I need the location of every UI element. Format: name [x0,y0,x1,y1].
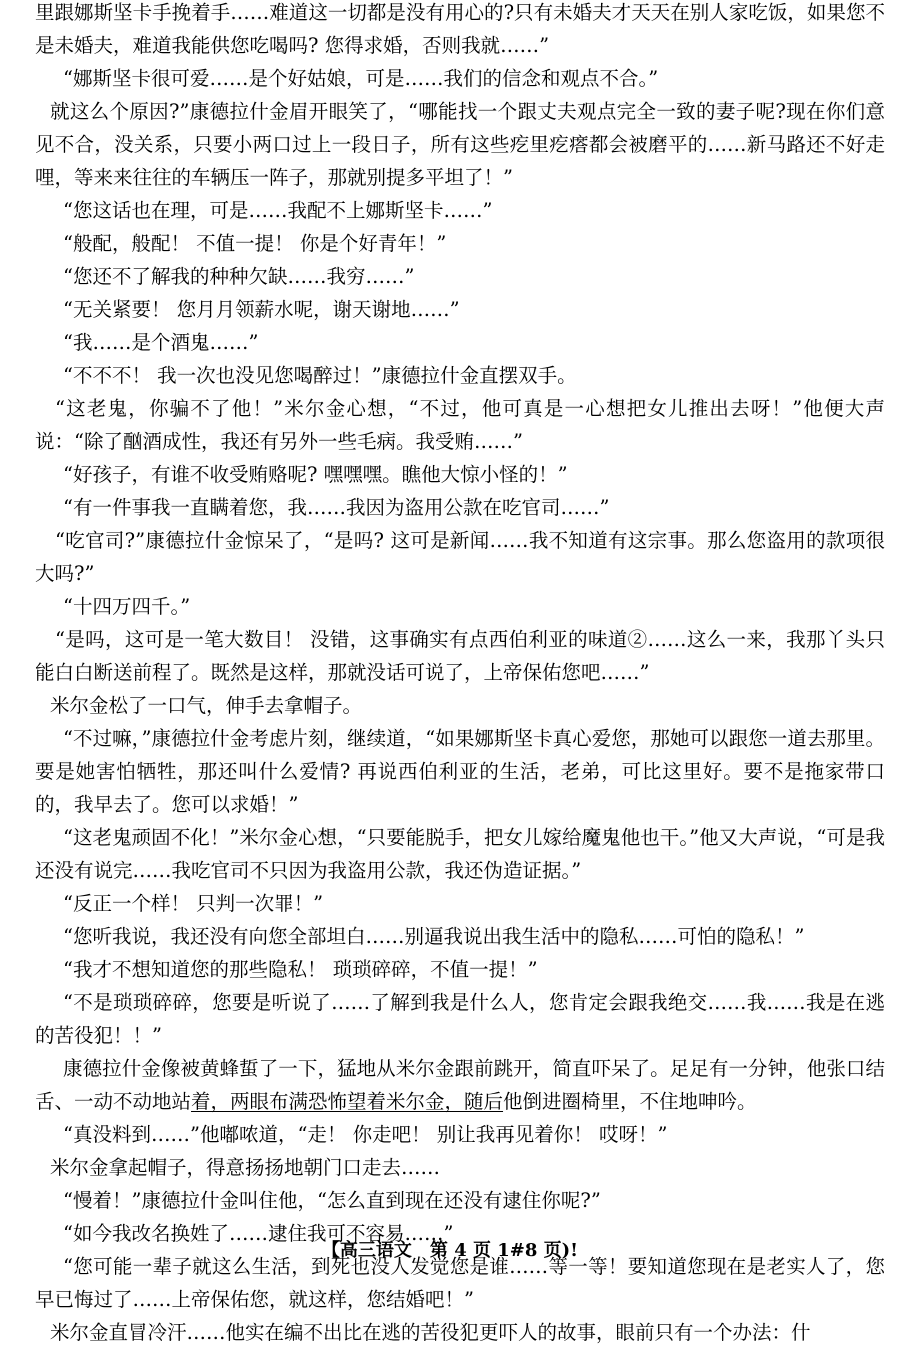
paragraph-7: “无关紧要！ 您月月领薪水呢，谢天谢地……” [63,298,460,321]
paragraph-18: “这老鬼顽固不化！”米尔金心想，“只要能脱手，把女儿嫁给魔鬼他也干。”他又大声说，“可是我还没有说完……我吃官司不只因为我盗用公款，我还伪造证据。” [35,826,885,882]
paragraph-14: “十四万四千。” [63,595,191,618]
paragraph-25: 米尔金拿起帽子，得意扬扬地朝门口走去…… [50,1156,441,1179]
paragraph-11: “好孩子，有谁不收受贿赂呢? 嘿嘿嘿。瞧他大惊小怪的！” [63,463,568,486]
paragraph-26: “慢着！”康德拉什金叫住他，“怎么直到现在还没有逮住你呢?” [63,1189,601,1212]
paragraph-8: “我……是个酒鬼……” [63,331,259,354]
paragraph-29: 米尔金直冒冷汗……他实在编不出比在逃的苦役犯更吓人的故事，眼前只有一个办法：什 [50,1321,811,1344]
paragraph-27: “如今我改名换姓了……逮住我可不容易……” [63,1222,454,1245]
paragraph-9: “不不不！ 我一次也没见您喝醉过！”康德拉什金直摆双手。 [63,364,577,387]
paragraph-28: “您可能一辈子就这么生活，到死也没人发觉您是谁……等一等！要知道您现在是老实人了，您早已悔过了……上帝保佑您，就这样，您结婚吧！” [35,1255,885,1311]
paragraph-23-start: 康德拉什金像被黄蜂蜇了一下，猛地从米尔金跟前跳开，简直吓呆了。足足有一分钟，他张口结舌、一动不动地站 [35,1057,885,1113]
paragraph-23-end: 他倒进圈椅里，不住地呻吟。 [503,1090,757,1113]
paragraph-4: “您这话也在理，可是……我配不上娜斯坚卡……” [63,199,493,222]
paragraph-16: 米尔金松了一口气，伸手去拿帽子。 [50,694,363,717]
paragraph-22: “不是琐琐碎碎，您要是听说了……了解到我是什么人，您肯定会跟我绝交……我……我是在逃的苦役犯！！” [35,991,885,1047]
paragraph-13: “吃官司?”康德拉什金惊呆了，“是吗? 这可是新闻……我不知道有这宗事。那么您盗用的款项很大吗?” [35,529,885,585]
paragraph-3: 就这么个原因?”康德拉什金眉开眼笑了，“哪能找一个跟丈夫观点完全一致的妻子呢?现在你们意见不合，没关系，只要小两口过上一段日子，所有这些疙里疙瘩都会被磨平的……新马路还不好走哩，等来来往往的车辆压一阵子，那就别提多平坦了！” [35,100,885,189]
paragraph-15: “是吗，这可是一笔大数目！ 没错，这事确实有点西伯利亚的味道②……这么一来，我那丫头只能白白断送前程了。既然是这样，那就没话可说了，上帝保佑您吧……” [35,628,885,684]
paragraph-1: 里跟娜斯坚卡手挽着手……难道这一切都是没有用心的?只有未婚夫才天天在别人家吃饭，如果您不是未婚夫，难道我能供您吃喝吗? 您得求婚，否则我就……” [35,1,885,57]
paragraph-20: “您听我说，我还没有向您全部坦白……别逼我说出我生活中的隐私……可怕的隐私！” [63,925,805,948]
paragraph-6: “您还不了解我的种种欠缺……我穷……” [63,265,415,288]
paragraph-2: “娜斯坚卡很可爱……是个好姑娘，可是……我们的信念和观点不合。” [63,67,659,90]
paragraph-23 [35,1052,885,1118]
paragraph-12: “有一件事我一直瞒着您，我……我因为盗用公款在吃官司……” [63,496,610,519]
paragraph-21: “我才不想知道您的那些隐私！ 琐琐碎碎，不值一提！” [63,958,538,981]
page-footer: 【高三语文 第 4 页 1#8 页)! [321,1240,579,1261]
paragraph-24: “真没料到……”他嘟哝道，“走！ 你走吧！ 别让我再见着你！ 哎呀！” [63,1123,668,1146]
story-text [35,0,885,1349]
paragraph-5: “般配，般配！ 不值一提！ 你是个好青年！” [63,232,447,255]
paragraph-19: “反正一个样！ 只判一次罪！” [63,892,324,915]
paragraph-17: “不过嘛，”康德拉什金考虑片刻，继续道，“如果娜斯坚卡真心爱您，那她可以跟您一道去那里。要是她害怕牺牲，那还叫什么爱情? 再说西伯利亚的生活，老弟，可比这里好。要不是拖家带口的，我早去了。您可以求婚！” [35,727,885,816]
underlined-phrase: 着，两眼布满恐怖望着米尔金，随后 [191,1090,504,1113]
paragraph-10: “这老鬼，你骗不了他！”米尔金心想，“不过，他可真是一心想把女儿推出去呀！”他便大声说：“除了酗酒成性，我还有另外一些毛病。我受贿……” [35,397,885,453]
